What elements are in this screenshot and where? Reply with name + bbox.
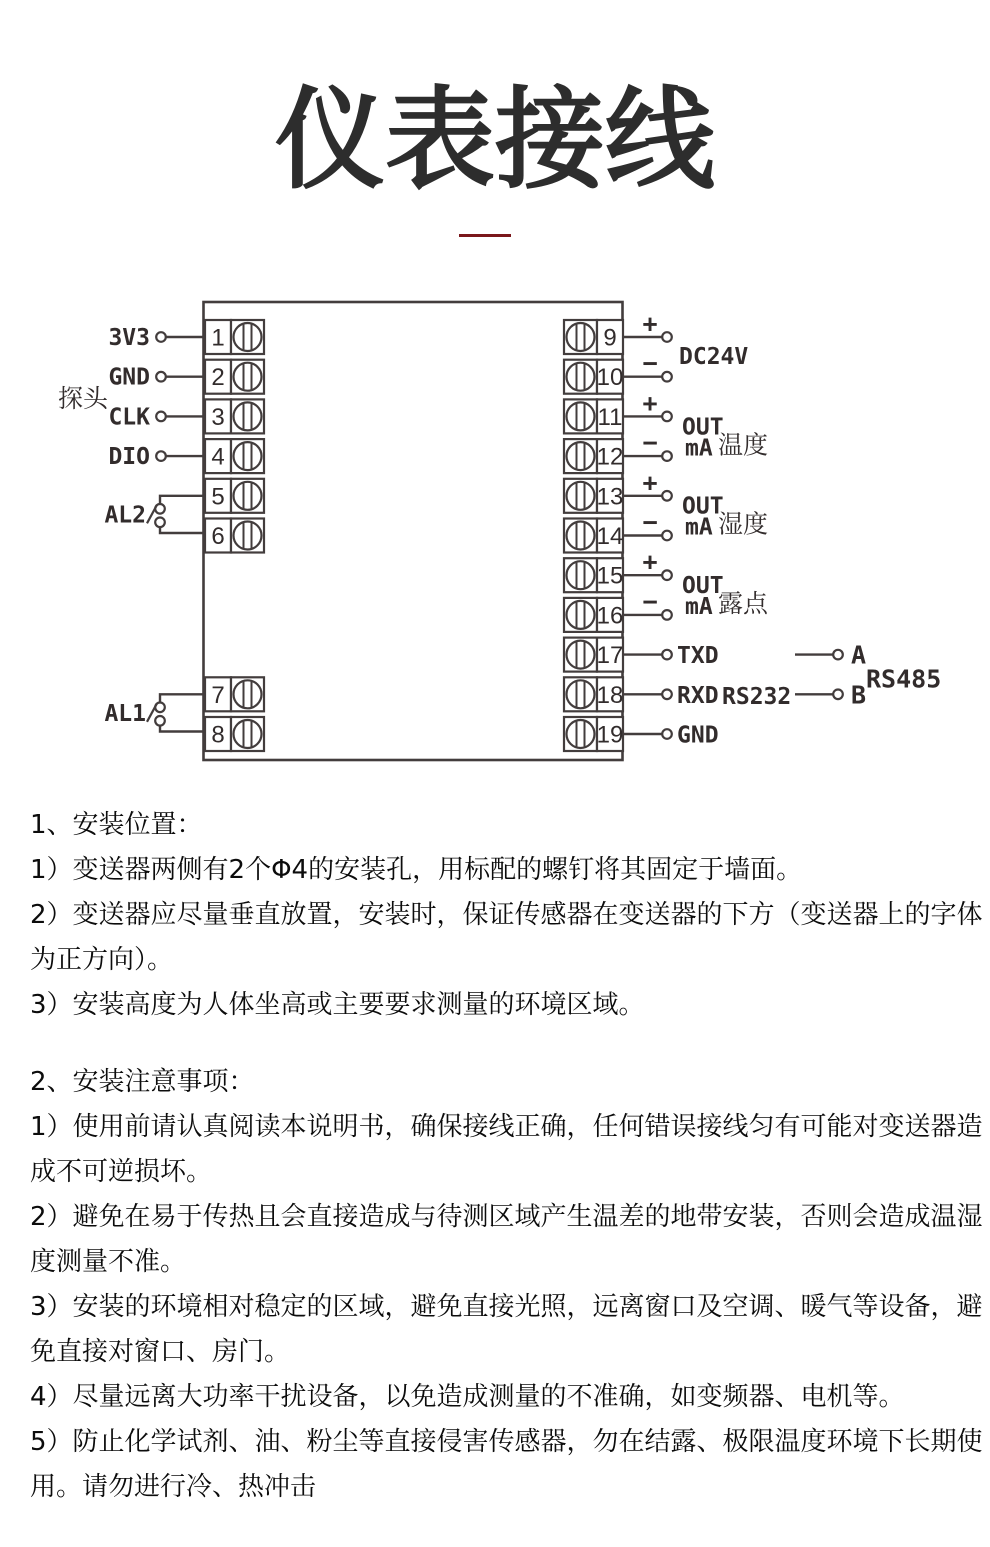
pin-label-DIO: DIO [108,444,150,471]
text-line: 2）变送器应尽量垂直放置，安装时，保证传感器在变送器的下方（变送器上的字体 [30,900,983,930]
text-line: 用。请勿进行冷、热冲击 [30,1472,317,1502]
section [30,803,983,1028]
label-humidity [682,494,768,541]
terminal-7 [205,677,264,711]
text-line: 3）安装的环境相对稳定的区域，避免直接光照，远离窗口及空调、暖气等设备，避 [30,1292,983,1322]
svg-text:−: − [642,586,658,616]
pin-label-TXD: TXD [677,643,719,670]
terminal-1 [108,320,264,354]
svg-text:19: 19 [596,721,624,749]
svg-text:mA: mA [685,594,713,621]
pin-label-GND: GND [108,364,150,391]
svg-text:OUT: OUT [682,573,724,600]
device-outline [204,302,623,760]
text-line: 免直接对窗口、房门。 [30,1337,291,1367]
svg-text:2: 2 [211,364,225,392]
pin-label-CLK: CLK [108,404,150,431]
svg-text:8: 8 [211,721,225,749]
label-rs485: RS485 [866,664,942,694]
svg-text:7: 7 [211,681,225,709]
text-line: 1）使用前请认真阅读本说明书，确保接线正确，任何错误接线匀有可能对变送器造 [30,1112,983,1142]
section [30,1060,983,1510]
svg-text:18: 18 [596,681,624,709]
svg-text:9: 9 [603,324,617,352]
terminal-5 [205,479,264,513]
svg-text:+: + [642,309,658,338]
svg-text:4: 4 [211,443,225,471]
svg-text:mA: mA [685,514,713,541]
svg-text:mA: mA [685,435,713,462]
terminal-6 [205,519,264,553]
svg-text:−: − [642,348,658,378]
svg-text:12: 12 [596,443,624,471]
svg-text:1: 1 [211,324,225,352]
svg-text:13: 13 [596,483,624,511]
terminal-4 [108,439,264,473]
svg-text:AL1: AL1 [104,701,146,728]
svg-text:−: − [642,507,658,537]
pin-label-3V3: 3V3 [108,325,150,351]
svg-text:3: 3 [211,403,225,431]
text-line: 2）避免在易于传热且会直接造成与待测区域产生温差的地带安装，否则会造成温湿 [30,1202,983,1232]
pin-label-GND: GND [677,722,719,749]
svg-text:B: B [851,680,867,710]
probe-label: 探头 [58,384,109,413]
pin-label-RXD: RXD [677,682,719,709]
terminal-3 [108,399,264,433]
svg-text:+: + [642,467,658,497]
instructions [30,803,983,1510]
svg-text:+: + [642,388,658,418]
svg-text:OUT: OUT [682,414,724,441]
svg-text:6: 6 [211,523,225,550]
svg-text:AL2: AL2 [104,502,146,529]
svg-text:10: 10 [596,364,624,392]
terminal-2 [108,360,264,394]
section-heading: 1、安装位置： [30,810,203,840]
terminal-17 [564,638,719,672]
svg-text:16: 16 [596,602,624,630]
terminal-19 [564,717,719,751]
text-line: 为正方向）。 [30,945,174,975]
svg-text:11: 11 [597,403,623,431]
svg-text:露点: 露点 [718,589,769,619]
svg-text:+: + [642,547,658,577]
svg-text:5: 5 [211,483,225,511]
svg-text:−: − [642,428,658,458]
label-temperature [682,414,768,461]
svg-text:17: 17 [596,642,624,670]
terminal-8 [205,717,264,751]
terminal-18 [564,677,719,711]
section-heading: 2、安装注意事项： [30,1067,255,1097]
text-line: 度测量不准。 [30,1247,187,1277]
al1-switch [104,694,205,731]
svg-text:OUT: OUT [682,493,724,520]
text-line: 成不可逆损坏。 [30,1157,213,1187]
label-rs232: RS232 [722,683,792,710]
al2-switch [104,496,205,533]
rs485-stubs [795,641,941,710]
page-title: 仪表接线 [275,76,715,204]
text-line: 5）防止化学试剂、油、粉尘等直接侵害传感器，勿在结露、极限温度环境下长期使 [30,1427,983,1457]
text-line: 3）安装高度为人体坐高或主要要求测量的环境区域。 [30,990,645,1020]
svg-text:温度: 温度 [718,430,769,460]
text-line: 4）尽量远离大功率干扰设备，以免造成测量的不准确，如变频器、电机等。 [30,1382,905,1412]
svg-text:15: 15 [596,562,624,590]
text-line: 1）变送器两侧有2个Φ4的安装孔，用标配的螺钉将其固定于墙面。 [30,855,803,885]
svg-text:A: A [851,640,867,670]
svg-text:14: 14 [596,523,624,550]
label-dc24v: DC24V [679,344,749,370]
label-dew-point [682,573,769,620]
svg-text:湿度: 湿度 [718,509,769,539]
